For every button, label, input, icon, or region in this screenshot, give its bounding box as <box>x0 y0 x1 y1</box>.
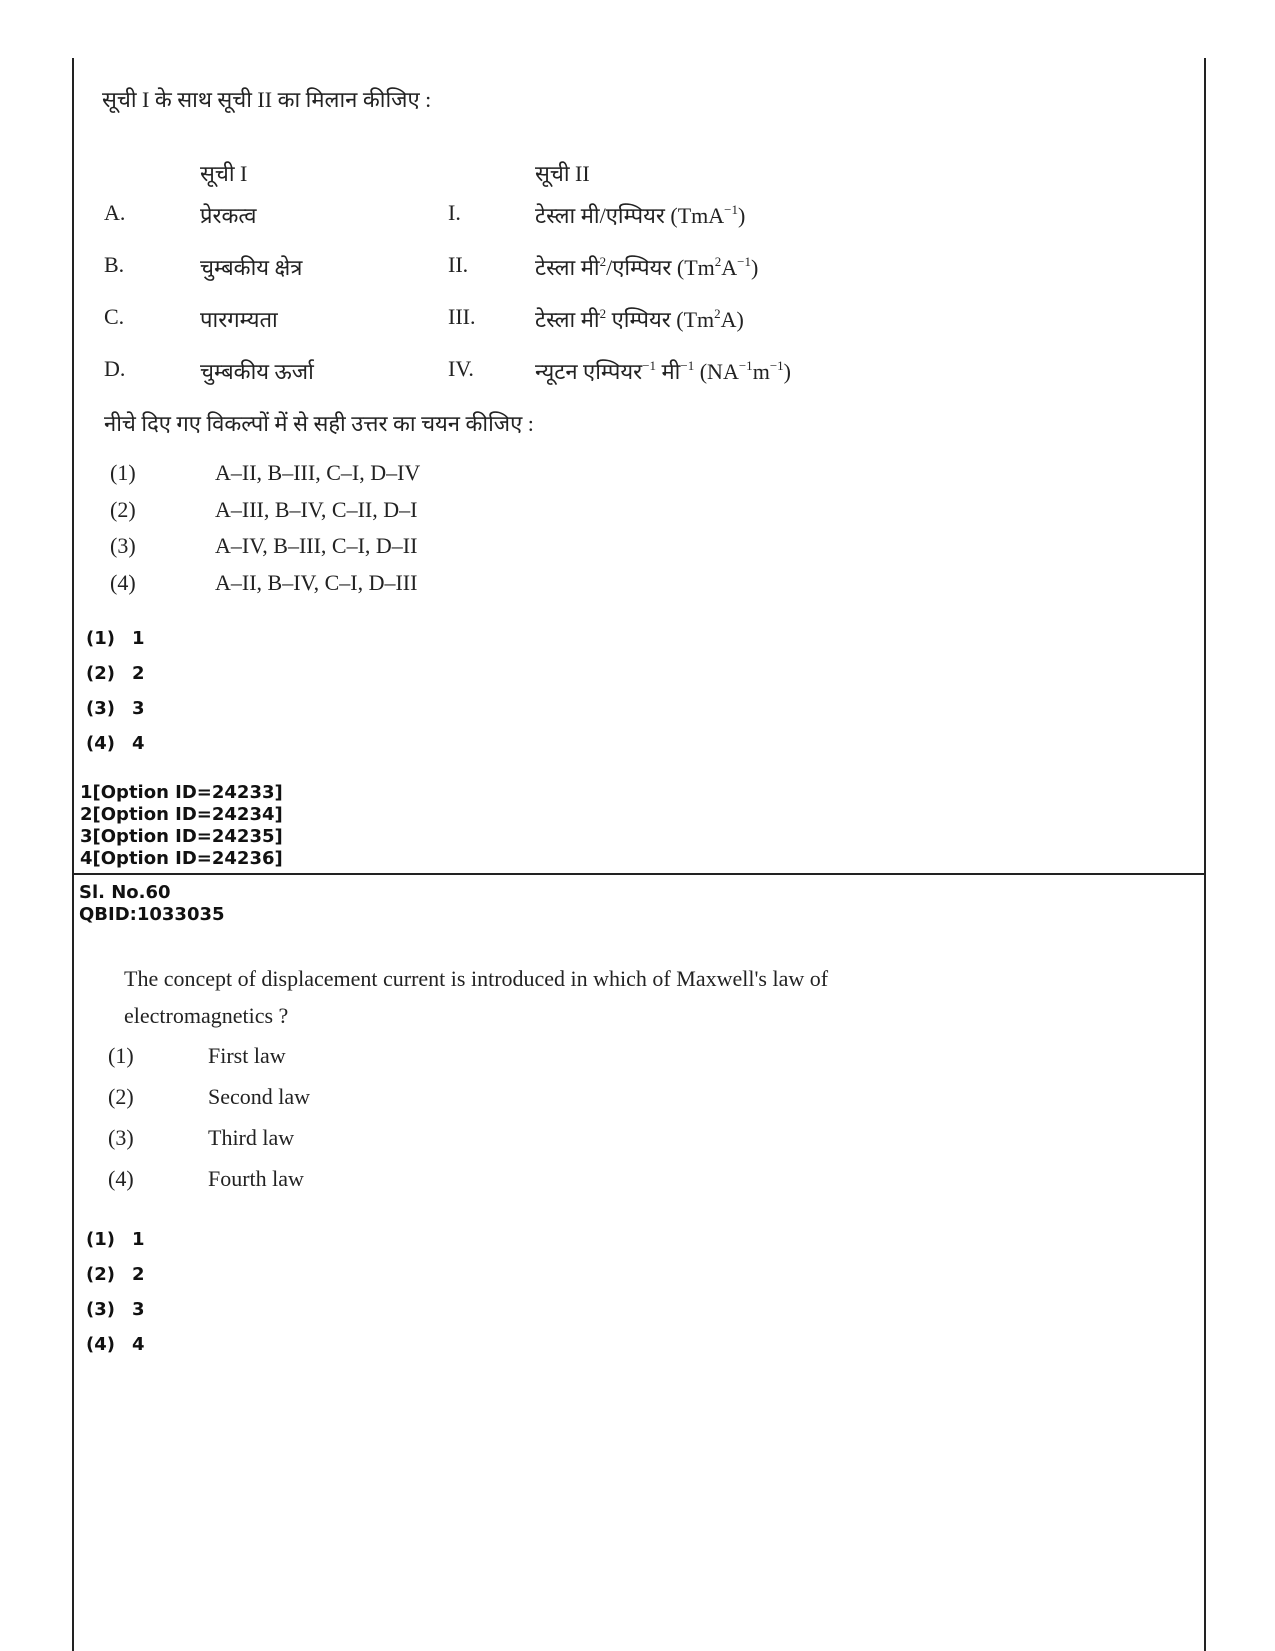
option-number: (3) <box>110 533 136 558</box>
answer-choice[interactable]: (2) 2 <box>86 1264 145 1285</box>
option-row <box>0 1166 1275 1200</box>
row-roman: III. <box>448 304 476 329</box>
answer-choice[interactable]: (1) 1 <box>86 628 145 649</box>
option-id: 4[Option ID=24236] <box>80 848 283 869</box>
option-text: First law <box>208 1043 286 1068</box>
option-id: 2[Option ID=24234] <box>80 804 283 825</box>
option-number: (3) <box>108 1125 134 1150</box>
option-number: (2) <box>108 1084 134 1109</box>
match-row <box>0 252 1275 292</box>
option-id: 3[Option ID=24235] <box>80 826 283 847</box>
serial-number: Sl. No.60 <box>79 882 171 903</box>
option-number: (2) <box>110 497 136 522</box>
row-item: प्रेरकत्व <box>200 203 257 228</box>
row-roman: II. <box>448 252 469 277</box>
row-letter: C. <box>104 304 125 329</box>
option-row <box>0 1125 1275 1159</box>
row-unit: टेस्ला मी$^2$/एम्पियर $(Tm^2A^{-1})$ <box>535 254 759 280</box>
question-text: The concept of displacement current is introduced in which of Maxwell's law of electromagnetics ? <box>124 966 829 1028</box>
answer-choice[interactable]: (1) 1 <box>86 1229 145 1250</box>
option-row <box>0 570 1275 604</box>
answer-choice[interactable]: (4) 4 <box>86 733 145 754</box>
option-row <box>0 533 1275 567</box>
option-text: A–III, B–IV, C–II, D–I <box>215 497 418 522</box>
row-unit: टेस्ला मी$^2$ एम्पियर (Tm$^2$A) <box>535 306 744 332</box>
option-number: (1) <box>110 460 136 485</box>
row-unit: न्यूटन एम्पियर$^{-1}$ मी$^{-1}$ $(NA^{-1}m^{-1})$ <box>535 358 791 384</box>
qbid: QBID:1033035 <box>79 904 225 925</box>
option-text: A–IV, B–III, C–I, D–II <box>215 533 418 558</box>
option-number: (1) <box>108 1043 134 1068</box>
row-roman: IV. <box>448 356 474 381</box>
match-row <box>0 304 1275 344</box>
row-letter: A. <box>104 200 126 225</box>
option-text: Fourth law <box>208 1166 304 1191</box>
option-text: Second law <box>208 1084 311 1109</box>
option-number: (4) <box>108 1166 134 1191</box>
row-letter: D. <box>104 356 126 381</box>
row-letter: B. <box>104 252 125 277</box>
option-row <box>0 1043 1275 1077</box>
answer-choice[interactable]: (3) 3 <box>86 698 145 719</box>
answer-choice[interactable]: (2) 2 <box>86 663 145 684</box>
option-row <box>0 460 1275 494</box>
instruction-text: नीचे दिए गए विकल्पों में से सही उत्तर का चयन कीजिए : <box>104 411 534 436</box>
list2-header: सूची II <box>535 161 590 186</box>
answer-choice[interactable]: (4) 4 <box>86 1334 145 1355</box>
row-roman: I. <box>448 200 461 225</box>
row-unit: टेस्ला मी/एम्पियर (TmA$^{-1}$) <box>535 202 746 228</box>
row-item: चुम्बकीय क्षेत्र <box>200 255 303 280</box>
match-row <box>0 200 1275 240</box>
option-number: (4) <box>110 570 136 595</box>
left-border <box>72 58 74 1651</box>
option-text: A–II, B–IV, C–I, D–III <box>215 570 418 595</box>
list1-header: सूची I <box>200 161 248 186</box>
row-item: चुम्बकीय ऊर्जा <box>200 359 314 384</box>
row-item: पारगम्यता <box>200 307 278 332</box>
question-meta <box>79 882 225 926</box>
option-row <box>0 497 1275 531</box>
option-id: 1[Option ID=24233] <box>80 782 283 803</box>
question-heading: सूची I के साथ सूची II का मिलान कीजिए : <box>102 87 432 112</box>
right-border <box>1204 58 1206 1651</box>
option-text: Third law <box>208 1125 295 1150</box>
option-row <box>0 1084 1275 1118</box>
answer-choice[interactable]: (3) 3 <box>86 1299 145 1320</box>
option-text: A–II, B–III, C–I, D–IV <box>215 460 421 485</box>
question-divider <box>72 873 1206 875</box>
option-id-list <box>80 782 283 870</box>
match-row <box>0 356 1275 396</box>
